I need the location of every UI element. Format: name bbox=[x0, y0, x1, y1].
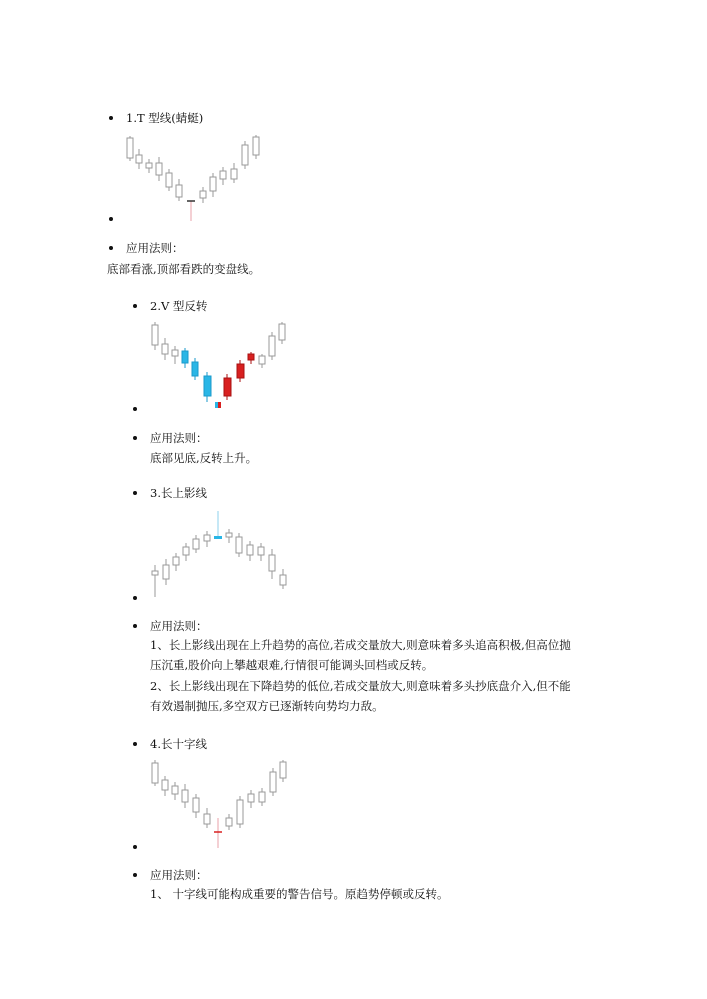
bullet bbox=[109, 116, 113, 120]
section-title: 1.T 型线(蜻蜓) bbox=[126, 111, 204, 125]
rule-line: 1、 十字线可能构成重要的警告信号。原趋势停顿或反转。 bbox=[150, 887, 449, 901]
bullet bbox=[133, 304, 137, 308]
candlestick-chart-v-reversal bbox=[149, 320, 289, 410]
section-title: 4.长十字线 bbox=[150, 737, 207, 751]
rule-line: 压沉重,股价向上攀越艰难,行情很可能调头回档或反转。 bbox=[150, 658, 434, 672]
bullet bbox=[133, 845, 137, 849]
rule-line: 有效遏制抛压,多空双方已逐渐转向势均力敌。 bbox=[150, 699, 384, 713]
bullet bbox=[133, 407, 137, 411]
rule-line: 底部看涨,顶部看跌的变盘线。 bbox=[107, 262, 261, 276]
section-title: 2.V 型反转 bbox=[150, 299, 208, 313]
bullet bbox=[133, 873, 137, 877]
rule-label: 应用法则： bbox=[150, 431, 208, 445]
bullet bbox=[133, 491, 137, 495]
rule-line: 2、长上影线出现在下降趋势的低位,若成交量放大,则意味着多头抄底盘介入,但不能 bbox=[150, 679, 571, 693]
candlestick-chart-long-upper-shadow bbox=[149, 509, 289, 599]
rule-label: 应用法则： bbox=[150, 868, 208, 882]
section-title: 3.长上影线 bbox=[150, 486, 207, 500]
candlestick-chart-long-doji bbox=[149, 758, 289, 848]
rule-line: 1、长上影线出现在上升趋势的高位,若成交量放大,则意味着多头追高积极,但高位抛 bbox=[150, 638, 571, 652]
rule-line: 底部见底,反转上升。 bbox=[150, 451, 258, 465]
rule-label: 应用法则： bbox=[150, 619, 208, 633]
rule-label: 应用法则： bbox=[126, 241, 184, 255]
bullet bbox=[133, 436, 137, 440]
bullet bbox=[133, 596, 137, 600]
bullet bbox=[109, 217, 113, 221]
candlestick-chart-t-line bbox=[124, 133, 264, 225]
bullet bbox=[133, 742, 137, 746]
bullet bbox=[133, 624, 137, 628]
bullet bbox=[109, 246, 113, 250]
